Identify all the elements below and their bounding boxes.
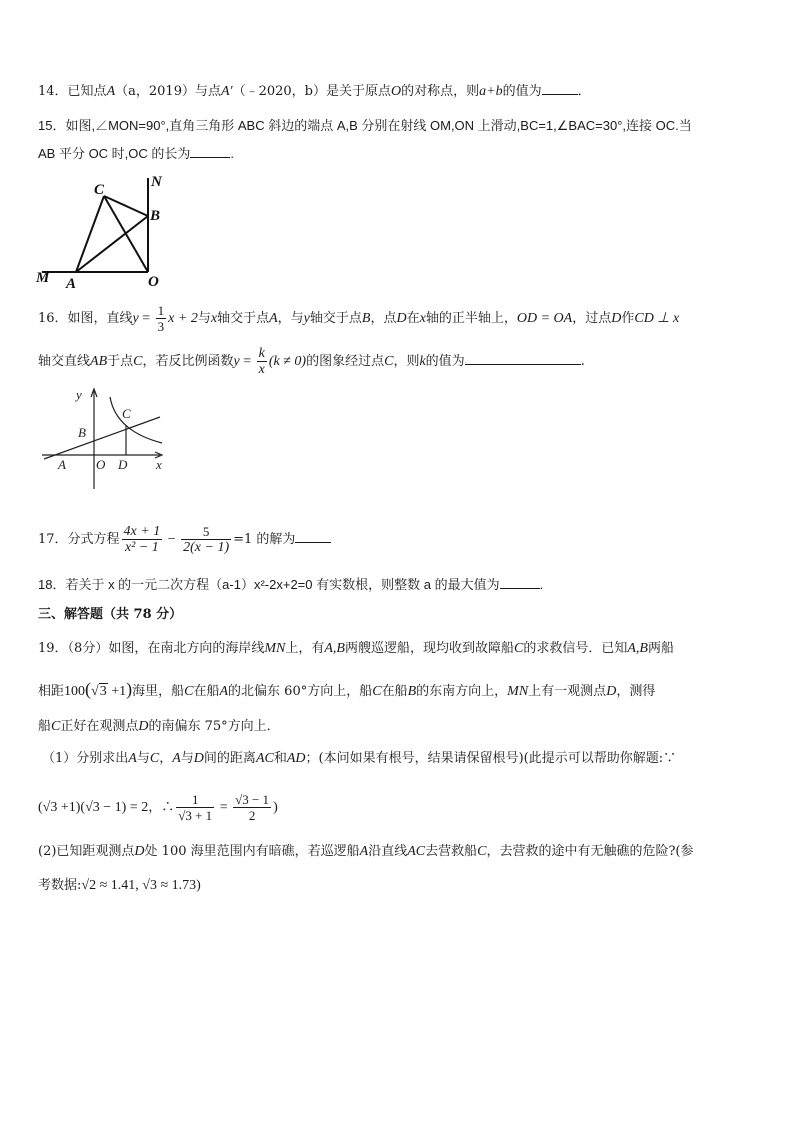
fraction-2: $\frac{5}{2(x - 1)}$: [183, 524, 230, 555]
figure-15: [30, 170, 170, 290]
fraction-1: $\frac{4x + 1}{\text{x² − 1}}$: [123, 524, 161, 555]
fraction-one-third: $\frac{1}{3}$: [157, 303, 165, 334]
answer-blank[interactable]: [190, 145, 230, 158]
label-m: M: [36, 270, 50, 286]
question-15-line-2: AB 平分 OC 时,OC 的长为 .: [38, 146, 235, 161]
label-y: y: [76, 387, 82, 402]
label-o: O: [148, 274, 159, 290]
label-c: C: [122, 406, 131, 421]
question-16-line-1: 16．如图，直线y = $\frac{1}{3}$ x + 2与x轴交于点A，与y轴交于点B，点D在x轴的正半轴上，OD = OA，过点D作CD ⊥ x: [38, 303, 680, 334]
question-15-line-1: 15．如图,∠MON=90°,直角三角形 ABC 斜边的端点 A,B 分别在射线 OM,ON 上滑动,BC=1,∠BAC=30°,连接 OC.当: [38, 118, 692, 133]
hyperbola-curve: [110, 397, 162, 443]
line-ab: [44, 417, 160, 459]
answer-blank[interactable]: [295, 530, 331, 543]
label-b: B: [78, 425, 86, 440]
question-19-line-3: 船C正好在观测点D的南偏东 75°方向上．: [38, 719, 280, 734]
question-14: 14．已知点A（a，2019）与点A′（﹣2020，b）是关于原点O的对称点，则a+b的值为 ．: [38, 84, 591, 99]
label-a: A: [58, 457, 66, 472]
label-n: N: [151, 174, 162, 190]
fraction-hint-1: $\frac{1}{√3 + 1}$: [178, 792, 213, 823]
label-b: B: [150, 208, 161, 224]
fraction-hint-2: $\frac{√3 - 1}{2}$: [235, 792, 270, 823]
question-19-line-1: 19．（8分）如图，在南北方向的海岸线MN上，有A,B两艘巡逻船，现均收到故障船C的求救信号．已知A,B两船: [38, 641, 674, 656]
question-19-line-2: 相距100(√3 +1)海里，船C在船A的北偏东 60°方向上，船C在船B的东南方向上，MN上有一观测点D，测得: [38, 679, 656, 699]
question-17: 17．分式方程 $\frac{4x + 1}{\text{x² − 1}}$ − $\frac{5}{2(x - 1)}$ =1 的解为: [38, 524, 331, 555]
question-16-line-2: 轴交直线AB于点C，若反比例函数y = $\frac{k}{x}$ (k ≠ 0)的图象经过点C，则k的值为 .: [38, 346, 585, 377]
figure-16: [38, 385, 178, 495]
question-19-part-2: (2)已知距观测点D处 100 海里范围内有暗礁，若巡逻船A沿直线AC去营救船C，去营救的途中有无触礁的危险?(参: [38, 844, 694, 859]
question-19-hint: (√3 +1)(√3 − 1) = 2，∴ $\frac{1}{√3 + 1}$ = $\frac{√3 - 1}{2}$ ): [38, 792, 278, 823]
label-a: A: [66, 276, 77, 290]
label-o: O: [96, 457, 106, 472]
answer-blank[interactable]: [500, 576, 540, 589]
question-19-part-1: （1）分别求出A与C，A与D间的距离AC和AD；(本问如果有根号，结果请保留根号)(此提示可以帮助你解题:∵: [42, 751, 677, 766]
answer-blank[interactable]: [465, 352, 581, 365]
question-18: 18．若关于 x 的一元二次方程（a-1）x²-2x+2=0 有实数根，则整数 a 的最大值为 .: [38, 577, 544, 592]
label-d: D: [118, 457, 128, 472]
answer-blank[interactable]: [542, 82, 578, 95]
label-x: x: [156, 457, 162, 472]
fraction-k-over-x: $\frac{k}{x}$: [258, 346, 265, 377]
question-19-reference: 考数据:√2 ≈ 1.41, √3 ≈ 1.73): [38, 878, 201, 893]
label-c: C: [94, 182, 105, 198]
section-title: 三、解答题（共 78 分）: [38, 607, 183, 622]
